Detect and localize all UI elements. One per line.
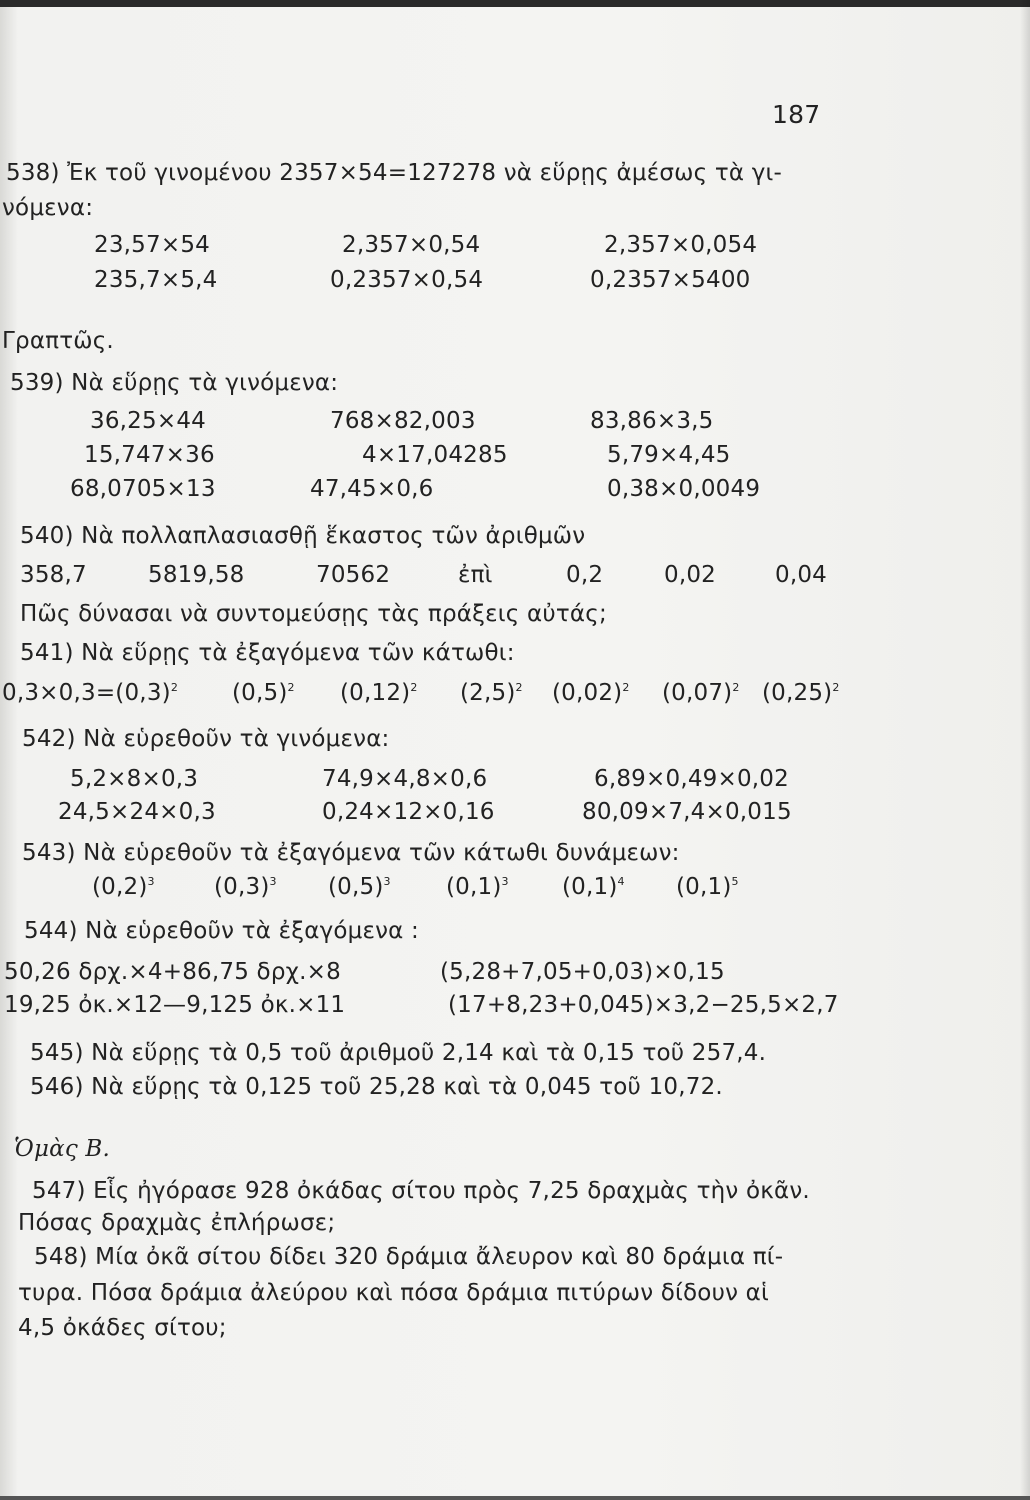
page-number: 187 xyxy=(772,100,821,129)
exercise-545: 545) Νὰ εὕρῃς τὰ 0,5 τοῦ ἀριθμοῦ 2,14 καὶ τὰ 0,15 τοῦ 257,4. xyxy=(30,1040,767,1066)
exercise-540-item: 0,02 xyxy=(664,562,717,588)
exercise-539-item: 0,38×0,0049 xyxy=(607,476,761,502)
exercise-538-item: 23,57×54 xyxy=(94,232,210,258)
exercise-538-item: 0,2357×0,54 xyxy=(330,267,484,293)
exercise-540-heading: 540) Νὰ πολλαπλασιασθῇ ἕκαστος τῶν ἀριθμῶν xyxy=(20,523,586,549)
exercise-542-heading: 542) Νὰ εὑρεθοῦν τὰ γινόμενα: xyxy=(22,726,390,752)
exercise-541-item: $(0,07)^2$ xyxy=(662,680,740,706)
exercise-548-line1: 548) Μία ὀκᾶ σίτου δίδει 320 δράμια ἄλευρον καὶ 80 δράμια πί- xyxy=(34,1244,784,1270)
exercise-541-item: $(0,5)^2$ xyxy=(232,680,295,706)
exercise-541-heading: 541) Νὰ εὕρῃς τὰ ἐξαγόμενα τῶν κάτωθι: xyxy=(20,640,515,666)
exercise-538-line2: νόμενα: xyxy=(2,195,94,221)
exercise-544-heading: 544) Νὰ εὑρεθοῦν τὰ ἐξαγόμενα : xyxy=(24,918,419,944)
exercise-540-item: 70562 xyxy=(316,562,391,588)
exercise-540-question: Πῶς δύνασαι νὰ συντομεύσῃς τὰς πράξεις αὐτάς; xyxy=(20,601,607,627)
exercise-540-item: 5819,58 xyxy=(148,562,245,588)
exercise-544-item: (5,28+7,05+0,03)×0,15 xyxy=(440,959,725,985)
exercise-541-item: $(2,5)^2$ xyxy=(460,680,523,706)
exercise-544-item: (17+8,23+0,045)×3,2−25,5×2,7 xyxy=(448,992,839,1018)
exercise-539-item: 68,0705×13 xyxy=(70,476,216,502)
scan-top-edge xyxy=(0,0,1030,7)
exercise-539-item: 5,79×4,45 xyxy=(607,442,731,468)
exercise-543-heading: 543) Νὰ εὑρεθοῦν τὰ ἐξαγόμενα τῶν κάτωθι δυνάμεων: xyxy=(22,840,680,866)
exercise-538-item: 235,7×5,4 xyxy=(94,267,218,293)
exercise-542-item: 6,89×0,49×0,02 xyxy=(594,766,789,792)
exercise-543-item: $(0,1)^5$ xyxy=(676,874,739,900)
exercise-542-item: 24,5×24×0,3 xyxy=(58,799,216,825)
exercise-541-item: $(0,02)^2$ xyxy=(552,680,630,706)
exercise-539-item: 4×17,04285 xyxy=(362,442,508,468)
exercise-542-item: 74,9×4,8×0,6 xyxy=(322,766,488,792)
exercise-538-item: 0,2357×5400 xyxy=(590,267,751,293)
exercise-543-item: $(0,5)^3$ xyxy=(328,874,391,900)
exercise-544-item: 50,26 δρχ.×4+86,75 δρχ.×8 xyxy=(4,959,341,985)
exercise-547-line1: 547) Εἷς ἠγόρασε 928 ὀκάδας σίτου πρὸς 7,25 δραχμὰς τὴν ὀκᾶν. xyxy=(32,1178,810,1204)
exercise-539-item: 83,86×3,5 xyxy=(590,408,714,434)
exercise-542-item: 0,24×12×0,16 xyxy=(322,799,495,825)
exercise-542-item: 80,09×7,4×0,015 xyxy=(582,799,792,825)
exercise-543-item: $(0,2)^3$ xyxy=(92,874,155,900)
exercise-540-item: 358,7 xyxy=(20,562,87,588)
exercise-541-item: $0,3\times 0,3=(0,3)^2$ xyxy=(2,680,179,706)
exercise-543-item: $(0,3)^3$ xyxy=(214,874,277,900)
group-b-heading: Ὁμὰς Β. xyxy=(14,1136,111,1162)
exercise-544-item: 19,25 ὀκ.×12—9,125 ὀκ.×11 xyxy=(4,992,346,1018)
scan-bottom-edge xyxy=(0,1496,1030,1500)
exercise-548-line3: 4,5 ὀκάδες σίτου; xyxy=(18,1315,227,1341)
exercise-539-item: 47,45×0,6 xyxy=(310,476,434,502)
exercise-538-line1: 538) Ἐκ τοῦ γινομένου 2357×54=127278 νὰ εὕρῃς ἀμέσως τὰ γι- xyxy=(6,160,783,186)
exercise-546: 546) Νὰ εὕρῃς τὰ 0,125 τοῦ 25,28 καὶ τὰ 0,045 τοῦ 10,72. xyxy=(30,1074,723,1100)
exercise-543-item: $(0,1)^3$ xyxy=(446,874,509,900)
section-heading-written: Γραπτῶς. xyxy=(2,328,114,354)
exercise-539-item: 15,747×36 xyxy=(84,442,215,468)
exercise-547-line2: Πόσας δραχμὰς ἐπλήρωσε; xyxy=(18,1210,336,1236)
exercise-541-item: $(0,12)^2$ xyxy=(340,680,418,706)
exercise-539-item: 36,25×44 xyxy=(90,408,206,434)
exercise-540-item: ἐπὶ xyxy=(458,562,493,588)
exercise-543-item: $(0,1)^4$ xyxy=(562,874,625,900)
exercise-542-item: 5,2×8×0,3 xyxy=(70,766,199,792)
exercise-540-item: 0,04 xyxy=(775,562,828,588)
exercise-539-item: 768×82,003 xyxy=(330,408,476,434)
page-edge-shadow xyxy=(1020,0,1030,1500)
exercise-539-heading: 539) Νὰ εὕρῃς τὰ γινόμενα: xyxy=(10,370,339,396)
exercise-538-item: 2,357×0,54 xyxy=(342,232,481,258)
exercise-548-line2: τυρα. Πόσα δράμια ἀλεύρου καὶ πόσα δράμια πιτύρων δίδουν αἱ xyxy=(18,1280,769,1306)
exercise-541-item: $(0,25)^2$ xyxy=(762,680,840,706)
exercise-540-item: 0,2 xyxy=(566,562,604,588)
exercise-538-item: 2,357×0,054 xyxy=(604,232,758,258)
